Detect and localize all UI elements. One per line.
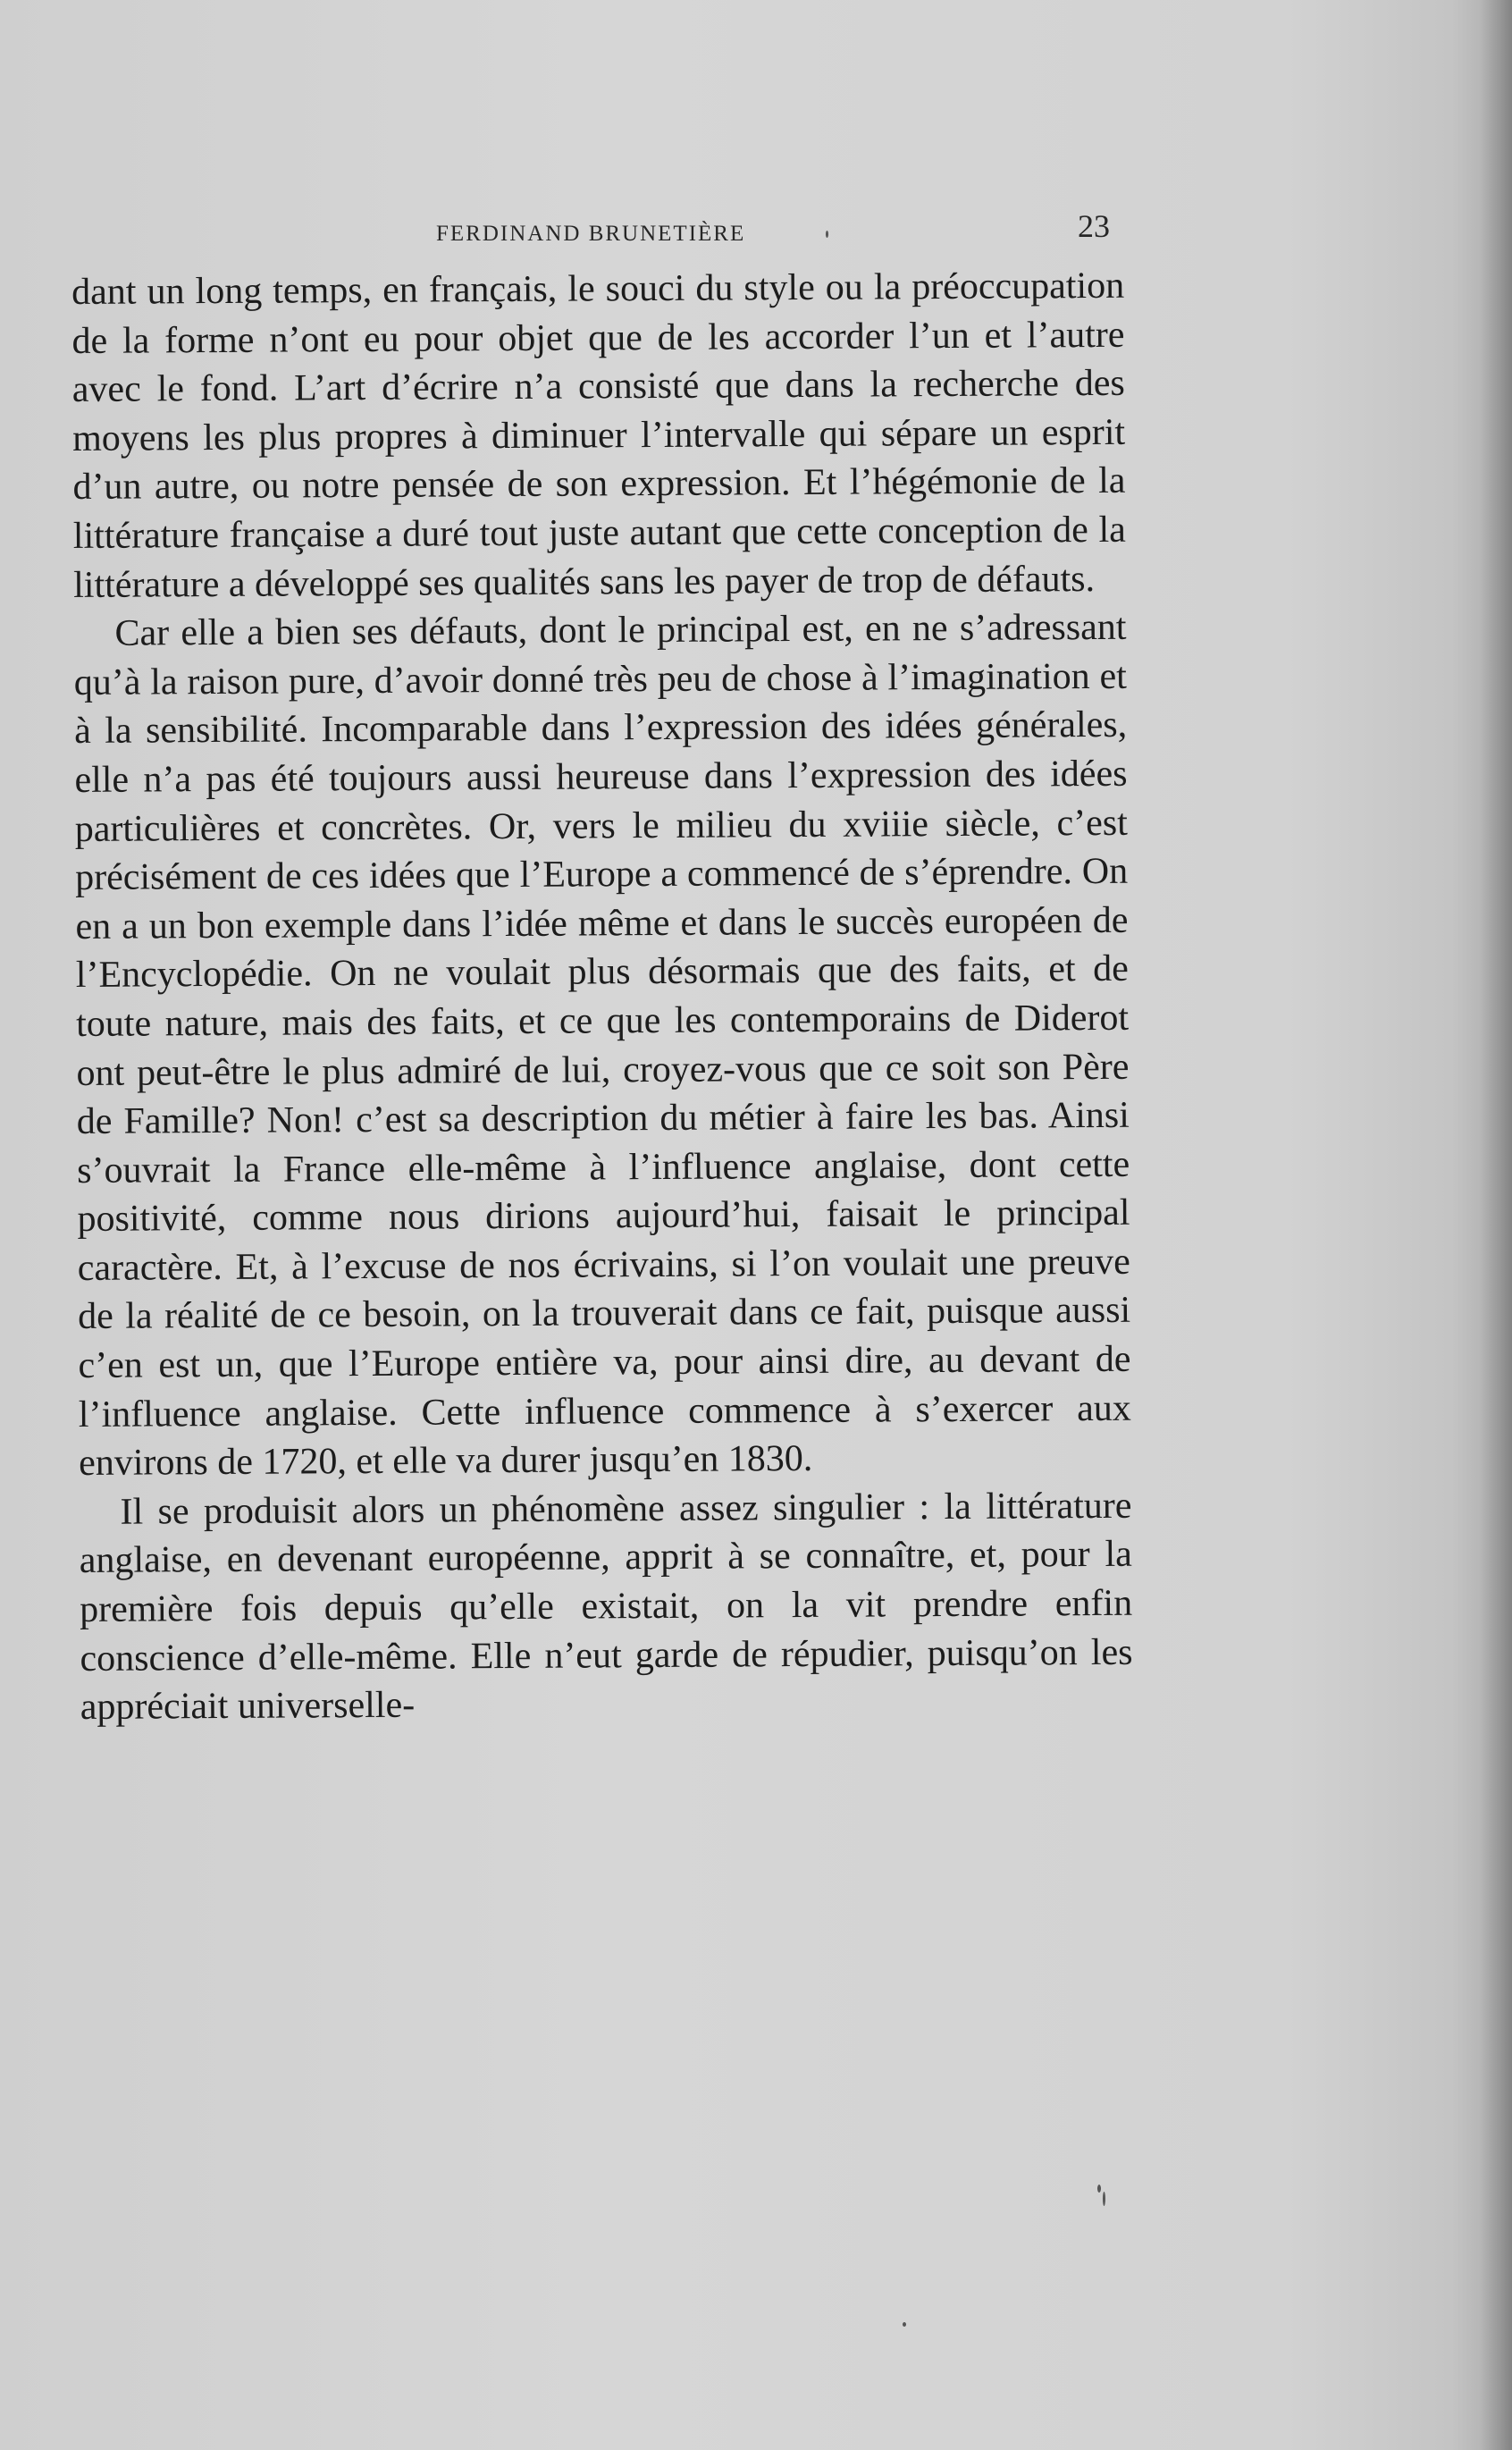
paragraph-1: dant un long temps, en français, le souci du style ou la préoccupation de la forme n’ont eu pour objet que de les accorder l’un et l’autre avec le fond. L’art d’écrire n’a consisté que dans la recherche des moyens les plus propres à diminuer l’intervalle qui sépare un esprit d’un autre, ou notre pensée de son expression. Et l’hégémonie de la littérature française a duré tout juste autant que cette conception de la littérature a développé ses qualités sans les payer de trop de défauts. xyxy=(71,265,1126,606)
paragraph-3: Il se produisit alors un phénomène assez singulier : la littérature anglaise, en devenant européenne, apprit à se connaître, et, pour la première fois depuis qu’elle existait, on la vit prendre enfin conscience d’elle-même. Elle n’eut garde de répudier, puisqu’on les appréciait universelle- xyxy=(79,1485,1133,1729)
page-number: 23 xyxy=(1078,208,1110,244)
speck xyxy=(1097,2185,1101,2193)
paragraph-2: Car elle a bien ses défauts, dont le principal est, en ne s’adressant qu’à la raison pure, d’avoir donné très peu de chose à l’imagination et à la sensibilité. Incomparable dans l’expression des idées générales, elle n’a pas été toujours aussi heureuse dans l’expression des idées particulières et concrètes. Or, vers le milieu du xviiie siècle, c’est précisément de ces idées que l’Europe a commencé de s’éprendre. On en a un bon exemple dans l’idée même et dans le succès européen de l’Encyclopédie. On ne voulait plus désormais que des faits, et de toute nature, mais des faits, et ce que les contemporains de Diderot ont peut-être le plus admiré de lui, croyez-vous que ce soit son Père de Famille? Non! c’est sa description du métier à faire les bas. Ainsi s’ouvrait la France elle-même à l’influence anglaise, dont cette positivité, comme nous dirions aujourd’hui, faisait le principal caractère. Et, à l’excuse de nos écrivains, si l’on voulait une preuve de la réalité de ce besoin, on la trouverait dans ce fait, puisque aussi c’en est un, que l’Europe entière va, pour ainsi dire, au devant de l’influence anglaise. Cette influence commence à s’exercer aux environs de 1720, et elle va durer jusqu’en 1830. xyxy=(73,606,1131,1485)
speck xyxy=(1103,2192,1105,2206)
speck xyxy=(903,2322,906,2327)
speck xyxy=(826,231,828,238)
body-text xyxy=(71,262,1133,1732)
running-head: FERDINAND BRUNETIÈRE xyxy=(436,222,746,246)
